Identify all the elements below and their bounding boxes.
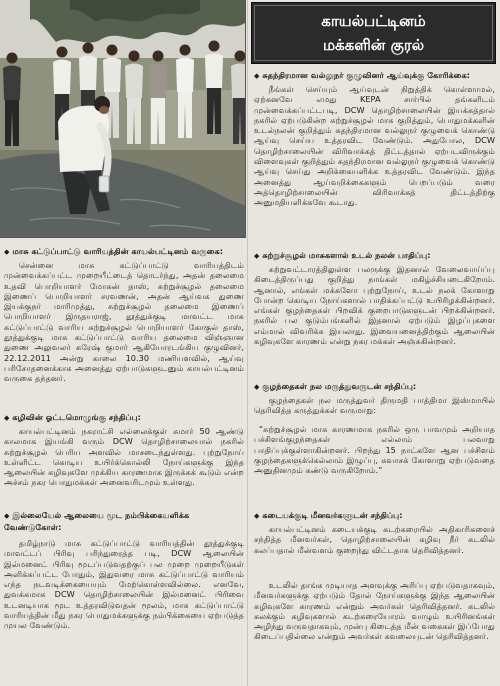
section-heading [254, 510, 495, 522]
article-quote [254, 424, 495, 506]
article-paragraph [4, 538, 244, 686]
sample-bottle [99, 176, 109, 192]
closure-request-heading: ◆ இல்லையேல் ஆலையை மூட நம்பிக்கையளிக்க வேண்டுகோள்: [4, 510, 244, 533]
article-paragraph [254, 524, 495, 576]
section-masthead [251, 2, 496, 64]
section-heading [4, 510, 244, 534]
article-paragraph [254, 580, 495, 686]
column-divider [247, 0, 248, 686]
section-heading [4, 246, 244, 258]
section-heading [254, 70, 495, 82]
news-photo [0, 0, 246, 238]
news-photo-scene [0, 0, 246, 238]
meeting-paragraph: காயல்பட்டினம் நகராட்சி எல்லைக்குள் சுமார் 50 ஆண்டு காலமாக இயங்கி வரும் DCW தொழிற்சாலையால் நகரில் சுற்றுச்சூழல் பெரிய அளவில் மாசடைந்துள்ளது. புற்றுநோய் உள்ளிட்ட கொடிய உயிர்க்கொல்லி நோய்களுக்கு இந்த ஆலையின் கழிவுகளே முக்கிய காரணமாக இருக்கக் கூடும் என்ற அச்சம் நகர பொதுமக்கள் அனைவரிடமும் உள்ளது. [4, 426, 244, 488]
expert-panel-paragraph: நீங்கள் செய்யும் ஆய்வுடன் நிறுத்திக் கொள்ளாமல், ஏற்கனவே எமது KEPA சார்பில் தங்களிடம் முன்வைக்கப்பட்டபடி, DCW தொழிற்சாலையின் இயக்கத்தால் நகரில் ஏற்படுகின்ற சுற்றுச்சூழல் மாசு குறித்தும், பொதுமக்களின் உடல்நலன் குறித்தும் சுதந்திரமான வல்லுநர் குழுவைக் கொண்டு ஆய்வு செய்ய உத்தரவிட வேண்டும். அதுபோல, DCW தொழிற்சாலையின் விரிவாக்கத் திட்டத்தால் ஏற்படவிருக்கும் விளைவுகள் குறித்தும் சுதந்திரமான வல்லுநர் குழுவைக் கொண்டு ஆய்வு செய்து அறிக்கையளிக்க உத்தரவிட வேண்டும். இந்த அனைத்து ஆய்வறிக்கைகளும் பெறப்படும் வரை அத்தொழிற்சாலையின் விரிவாக்கத் திட்டத்திற்கு அனுமதியளிக்கவே கூடாது. [254, 84, 495, 208]
article-paragraph [254, 84, 495, 246]
article-paragraph [4, 426, 244, 506]
masthead-title: காயல்பட்டினம் [321, 12, 426, 30]
expert-panel-heading: ◆ சுதந்திரமான வல்லுநர் குழுவினர் ஆய்வுக்கு கோரிக்கை: [254, 70, 495, 82]
closure-request-paragraph: தமிழ்நாடு மாசு கட்டுப்பாட்டு வாரியத்தின் தூத்துக்குடி மாவட்டப் பிரிவு பரிந்துரைத்த படி, DCW ஆலையின் இல்மனைட் பிரிவு மூடப்படுவதற்குப் பல முறை முறையீடுகள் அளிக்கப்பட்ட போதும், இதுவரை மாசு கட்டுப்பாட்டு வாரியம் எந்த நடவடிக்கையையும் மேற்கொள்ளவில்லை. எனவே, துவக்கமாக DCW தொழிற்சாலையின் இல்மனைட் பிரிவை உடனடியாக மூட உத்தரவிடுவதன் மூலம், மாசு கட்டுப்பாட்டு வாரியத்தின் மீது நகர பொதுமக்களுக்கு நம்பிக்கையை ஏற்படுத்த முயல வேண்டும். [4, 538, 244, 631]
article-paragraph [254, 264, 495, 378]
pediatrician-quote: “சுற்றுச்சூழல் மாசு காரணமாக நகரில் ஒரு பாவமும் அறியாத பச்சிளங்குழந்தைகள் எல்லாம் பலவாறு பாதிப்புக்குள்ளாகின்றனர். பிறந்து 15 நாட்களே ஆன பச்சிளம் குழந்தைகளுக்கெல்லாம் இழுப்பு, சுவாசக் கோளாறு ஏற்படுவதை அனுதினமும் கண்டு வருகிறோம்.” [254, 424, 495, 476]
visit-heading: ◆ மாசு கட்டுப்பாட்டு வாரியத்தின் காயல்பட்டினம் வருகை: [4, 246, 244, 258]
fishermen-heading: ◆ கடையக்குடி மீனவர்களுடன் சந்திப்பு: [254, 510, 495, 522]
right-column [250, 0, 498, 686]
visit-paragraph: சென்னை மாசு கட்டுப்பாட்டு வாரியத்திடம் முன்வைக்கப்பட்ட முறையீட்டைத் தொடர்ந்து, அதன் தலைமை உதவி பொறியாளர் மோகன் தாஸ், சுற்றுச்சூழல் தலைமை இணைப் பொறியாளர் சரவணன், அதன் ஆய்வக துணை இயக்குநர் மாரிமுத்து, சுற்றுச்சூழல் தலைமை இணைப் பொறியாளர் இருதயராஜ், தூத்துக்குடி மாவட்ட மாசு கட்டுப்பாட்டு வாரிய சுற்றுச்சூழல் பொறியாளர் கோகுல் தாஸ், தூத்துக்குடி மாசு கட்டுப்பாட்டு வாரிய தலைமை விஞ்ஞான துணை அலுவலர் சுரேஷ் குமார் ஆகியோரடங்கிய குழுவினர், 22.12.2011 அன்று காலை 10.30 மணியளவில், ஆய்வு பரிசோதனைக்காக அனைத்து ஏற்பாடுகளுடனும் காயல்பட்டினம் வருகை தந்தனர். [4, 260, 244, 384]
fishermen-paragraph: காயல்பட்டினம் கடையக்குடி கடற்கரையில் அதிகாரிகளைச் சந்தித்த மீனவர்கள், தொழிற்சாலையின் கழிவு நீர் கடலில் கலப்பதால் மீன்வளம் குறைந்து விட்டதாக தெரிவித்தனர். [254, 524, 495, 555]
section-heading [254, 250, 495, 262]
section-heading [4, 412, 244, 424]
fishermen-paragraph-continued: உடலில் தாங்க முடியாத அளவுக்கு அரிப்பு ஏற்படுவதாகவும், மீனவர்களுக்கு ஏற்படும் தோல் நோய்களுக்கு இந்த ஆலையின் கழிவுகளே காரணம் என்றும் அவர்கள் தெரிவித்தனர். கடலில் கலக்கும் கழிவுகளால் கடற்கரையோரம் வாழும் உயிரினங்கள் அழிந்து வருவதாகவும், முன்பு கிடைத்த மீன் வகைகள் இப்போது கிடைப்பதில்லை என்றும் அவர்கள் கவலையுடன் தெரிவித்தனர். [254, 580, 495, 642]
section-heading [254, 381, 495, 393]
left-column [0, 0, 247, 686]
masthead-subtitle: மக்களின் குரல் [322, 36, 425, 54]
meeting-heading: ◆ கழிவின் ஓட்டமொழுங்கு சந்திப்பு: [4, 412, 244, 424]
pediatrician-intro: குழந்தைகள் நல மருத்துவர் திருமதி பாத்திமா இஸ்மாயில் தெரிவித்த கருத்துக்கள் வருமாறு: [254, 395, 495, 416]
article-paragraph [254, 395, 495, 417]
health-impact-heading: ◆ சுற்றுச்சூழல் மாசுகளால் உடல் நலன் பாதிப்பு: [254, 250, 495, 262]
health-impact-paragraph: சுற்றுவட்டாரத்திலுள்ள பலருக்கு இதனால் வேலைவாய்ப்பு கிடைத்திருப்பது குறித்து நாங்கள் மகிழ்ச்சியடைகிறோம். ஆனால், எங்கள் மக்களோ புற்றுநோய், உடல் நலக் கோளாறு போன்ற கொடிய நோய்களால் பாதிக்கப்பட்டு உயிரிழக்கின்றனர். எங்கள் குழந்தைகள் பிறவிக் குறைபாடுகளுடன் பிறக்கின்றனர். நகரில் பல குடும்பங்களில் இதனால் ஏற்படும் இழப்புகளை எம்மால் விவரிக்க இயலாது. இவையனைத்திற்கும் ஆலையின் கழிவுகளே காரணம் என்று நகர மக்கள் அஞ்சுகின்றனர். [254, 264, 495, 347]
pediatrician-heading: ◆ குழந்தைகள் நல மருத்துவருடன் சந்திப்பு: [254, 381, 495, 393]
article-paragraph [4, 260, 244, 408]
